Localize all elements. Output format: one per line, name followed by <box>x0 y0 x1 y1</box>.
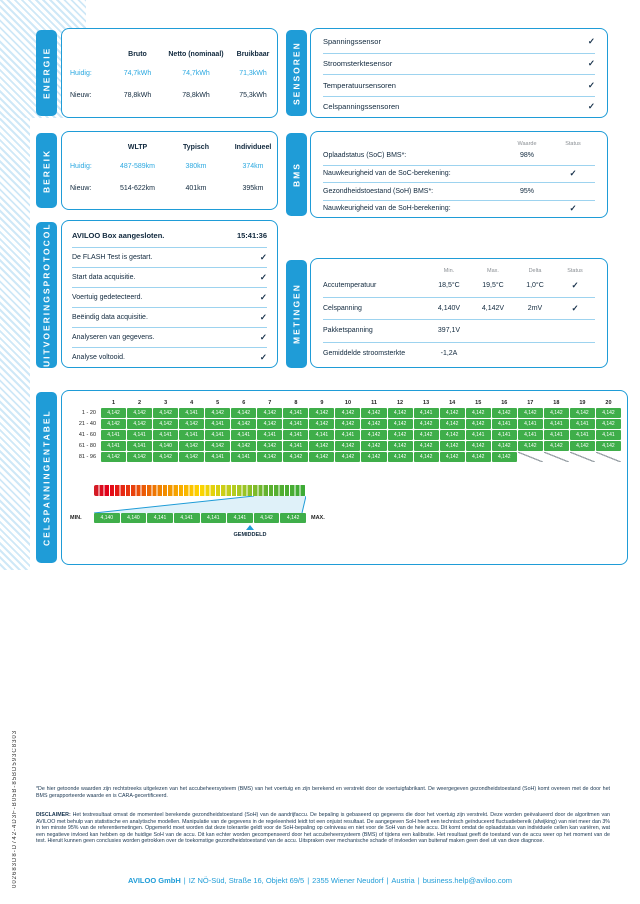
min-label: MIN. <box>70 515 82 521</box>
metingen-row-label: Celspanning <box>323 304 362 312</box>
footer-separator: | <box>183 876 186 885</box>
check-icon: ✓ <box>259 312 267 322</box>
report-id-code: 002683D8-D742-4D3F-B05B-85BD593C8303 <box>12 729 18 888</box>
cell-column-header: 1 <box>111 400 116 406</box>
metingen-row-label: Pakketspanning <box>323 327 373 335</box>
section-label-sensoren: SENSOREN <box>286 30 307 116</box>
delta-value: 2mV <box>527 304 543 312</box>
metingen-row-label: Gemiddelde stroomsterkte <box>323 349 406 357</box>
cell-voltage: 4,142 <box>414 419 439 429</box>
cell-voltage: 4,142 <box>388 430 413 440</box>
sensor-row <box>323 74 595 96</box>
footer-separator: | <box>386 876 389 885</box>
metingen-col-max: Max. <box>487 268 499 274</box>
sensor-label: Celspanningssensoren <box>323 102 400 112</box>
check-icon: ✓ <box>259 272 267 282</box>
sensor-label: Spanningssensor <box>323 37 381 47</box>
bms-row-label: Nauwkeurigheid van de SoC-berekening: <box>323 170 451 178</box>
min-value: 4,140V <box>437 304 461 312</box>
metingen-panel <box>310 258 608 368</box>
max-label: MAX. <box>311 515 325 521</box>
cell-row-label: 81 - 96 <box>78 454 96 460</box>
bms-row <box>323 182 595 200</box>
cell-voltage: 4,141 <box>414 408 439 418</box>
bereik-panel <box>61 131 278 210</box>
sensor-label: Temperatuursensoren <box>323 80 396 90</box>
bms-footnote: *De hier getoonde waarden zijn rechtstreeks uitgelezen van het accubeheersysteem (BMS) van het voertuig en zijn berekend en verstrekt door de voertuigfabrikant. De weergegeven gezondheidstoestand (SoH) komt overeen met de door het BMS gerapporteerde waarde en is CARA-gecertificeerd. <box>36 786 610 799</box>
cell-voltage: 4,141 <box>518 419 543 429</box>
sensor-row <box>323 31 595 53</box>
cell-voltage: 4,141 <box>283 430 308 440</box>
cell-voltage-table <box>68 399 621 462</box>
cell-voltage: 4,142 <box>257 408 282 418</box>
cell-voltage: 4,142 <box>127 452 152 462</box>
cell-voltage: 4,142 <box>440 408 465 418</box>
cell-voltage: 4,142 <box>570 408 595 418</box>
cell-voltage: 4,142 <box>309 408 334 418</box>
cell-row-label: 41 - 60 <box>78 432 96 438</box>
cell-voltage: 4,142 <box>388 408 413 418</box>
footer-separator: | <box>417 876 420 885</box>
cell-voltage: 4,142 <box>231 419 256 429</box>
cell-voltage: 4,142 <box>440 441 465 451</box>
protocol-step <box>72 267 267 287</box>
cell-voltage: 4,141 <box>231 430 256 440</box>
scale-cell: 4,142 <box>280 513 306 523</box>
cell-row-label: 21 - 40 <box>78 421 96 427</box>
cell-voltage: 4,142 <box>440 452 465 462</box>
scale-cell: 4,142 <box>254 513 280 523</box>
cell-voltage: 4,142 <box>388 452 413 462</box>
cell-column-header: 13 <box>423 400 430 406</box>
cell-voltage: 4,142 <box>440 430 465 440</box>
bms-row-label: Oplaadstatus (SoC) BMS*: <box>323 152 407 160</box>
cell-voltage: 4,140 <box>153 441 178 451</box>
metingen-row-label: Accutemperatuur <box>323 281 377 289</box>
disclaimer-text <box>36 812 610 845</box>
check-icon: ✓ <box>259 332 267 342</box>
cell-voltage: 4,142 <box>101 408 126 418</box>
footer-address: IZ NÖ-Süd, Straße 16, Objekt 69/5 <box>188 876 305 885</box>
cell-voltage: 4,142 <box>179 452 204 462</box>
cell-empty <box>544 452 569 462</box>
bms-panel <box>310 131 608 218</box>
cell-voltage: 4,142 <box>153 419 178 429</box>
section-label-metingen: METINGEN <box>286 260 307 368</box>
cell-voltage: 4,141 <box>492 430 517 440</box>
step-label: Voertuig gedetecteerd. <box>72 294 143 301</box>
cell-column-header: 14 <box>449 400 456 406</box>
sensor-row <box>323 96 595 118</box>
scale-cell: 4,141 <box>201 513 227 523</box>
footer-separator: | <box>307 876 310 885</box>
cell-column-header: 16 <box>501 400 508 406</box>
cell-voltage: 4,141 <box>518 430 543 440</box>
cell-voltage: 4,141 <box>570 430 595 440</box>
cell-voltage: 4,142 <box>388 441 413 451</box>
cell-voltage: 4,141 <box>309 430 334 440</box>
bms-value: 98% <box>519 152 534 160</box>
step-label: Beëindig data acquisitie. <box>72 314 148 321</box>
bms-col-waarde: Waarde <box>517 141 537 147</box>
check-icon: ✓ <box>587 36 595 47</box>
cell-column-header: 19 <box>579 400 586 406</box>
bms-col-status: Status <box>565 141 581 147</box>
cell-column-header: 2 <box>138 400 142 406</box>
step-label: Start data acquisitie. <box>72 274 136 281</box>
cell-column-header: 6 <box>242 400 246 406</box>
cell-voltage: 4,142 <box>101 452 126 462</box>
cell-voltage: 4,142 <box>466 452 491 462</box>
min-value: 397,1V <box>437 327 461 335</box>
footer <box>0 876 640 885</box>
value-cell: 74,7kWh <box>123 69 152 77</box>
cell-voltage: 4,142 <box>335 408 360 418</box>
cell-column-header: 17 <box>527 400 534 406</box>
value-cell: 395km <box>242 184 264 192</box>
protocol-title-row <box>72 223 267 247</box>
step-label: Analyseren van gegevens. <box>72 334 155 341</box>
value-cell: 380km <box>185 162 207 170</box>
metingen-col-status: Status <box>567 268 583 274</box>
cell-voltage: 4,141 <box>283 408 308 418</box>
cell-voltage: 4,142 <box>309 441 334 451</box>
row-label: Nieuw: <box>70 184 92 192</box>
cell-voltage: 4,142 <box>414 452 439 462</box>
sensor-row <box>323 53 595 75</box>
section-label-bereik: BEREIK <box>36 133 57 208</box>
cell-voltage: 4,142 <box>596 441 621 451</box>
cell-voltage: 4,142 <box>309 419 334 429</box>
check-icon: ✓ <box>569 168 577 179</box>
cell-column-header: 9 <box>320 400 324 406</box>
cell-voltage: 4,142 <box>257 419 282 429</box>
energie-table <box>68 34 271 106</box>
cell-voltage: 4,142 <box>492 441 517 451</box>
cell-voltage: 4,142 <box>335 452 360 462</box>
cell-voltage: 4,142 <box>361 430 386 440</box>
bereik-table <box>68 137 271 199</box>
value-cell: 78,8kWh <box>123 91 152 99</box>
cell-empty <box>518 452 543 462</box>
bms-value: 95% <box>519 187 534 195</box>
protocol-step <box>72 287 267 307</box>
value-cell: 74,7kWh <box>182 69 210 77</box>
cell-voltage: 4,142 <box>596 408 621 418</box>
cell-voltage: 4,142 <box>231 408 256 418</box>
cell-empty <box>570 452 595 462</box>
cell-voltage: 4,141 <box>283 419 308 429</box>
value-cell: 374km <box>242 162 264 170</box>
cell-voltage: 4,142 <box>309 452 334 462</box>
protocol-time: 15:41:36 <box>236 230 267 240</box>
cell-row-label: 1 - 20 <box>81 410 96 416</box>
bms-row <box>323 165 595 183</box>
value-cell: 78,8kWh <box>182 91 210 99</box>
metingen-row <box>323 319 595 342</box>
step-label: Analyse voltooid. <box>72 354 125 361</box>
cell-voltage: 4,142 <box>335 441 360 451</box>
cell-voltage: 4,141 <box>570 419 595 429</box>
value-cell: 514-622km <box>119 184 156 192</box>
max-value: 4,142V <box>481 304 505 312</box>
check-icon: ✓ <box>571 279 579 290</box>
cell-voltage: 4,141 <box>466 430 491 440</box>
cell-column-header: 20 <box>605 400 612 406</box>
cell-voltage: 4,142 <box>153 452 178 462</box>
scale-cell: 4,140 <box>94 513 120 523</box>
sensoren-list <box>323 31 595 117</box>
cell-voltage: 4,142 <box>492 408 517 418</box>
check-icon: ✓ <box>587 101 595 112</box>
protocol-step <box>72 247 267 267</box>
cell-voltage: 4,141 <box>231 452 256 462</box>
voltage-gradient-bar <box>94 485 306 496</box>
scale-cell: 4,141 <box>147 513 173 523</box>
section-label-energie: ENERGIE <box>36 30 57 116</box>
protocol-step <box>72 347 267 367</box>
column-header: Bruto <box>128 50 147 58</box>
cell-voltage: 4,142 <box>466 419 491 429</box>
value-cell: 487-589km <box>119 162 156 170</box>
section-label-celtabel: CELSPANNINGENTABEL <box>36 392 57 563</box>
cell-column-header: 10 <box>344 400 352 406</box>
scale-cell: 4,140 <box>121 513 147 523</box>
cell-voltage: 4,141 <box>544 419 569 429</box>
metingen-row <box>323 297 595 320</box>
average-marker-icon <box>246 525 254 530</box>
cell-voltage: 4,141 <box>335 430 360 440</box>
cell-voltage: 4,141 <box>544 430 569 440</box>
step-label: De FLASH Test is gestart. <box>72 254 153 261</box>
bms-row <box>323 200 595 218</box>
cell-voltage: 4,142 <box>466 408 491 418</box>
cell-voltage: 4,141 <box>179 408 204 418</box>
cell-voltage: 4,141 <box>153 430 178 440</box>
min-max-strip <box>94 513 306 523</box>
footer-country: Austria <box>391 876 415 885</box>
cell-voltage: 4,141 <box>257 430 282 440</box>
cell-voltage: 4,142 <box>205 408 230 418</box>
min-value: -1,2A <box>440 349 458 357</box>
cell-column-header: 4 <box>190 400 194 406</box>
footer-city: 2355 Wiener Neudorf <box>312 876 384 885</box>
scale-cell: 4,141 <box>174 513 200 523</box>
value-cell: 71,3kWh <box>239 69 267 77</box>
check-icon: ✓ <box>259 252 267 262</box>
cell-voltage: 4,141 <box>127 441 152 451</box>
row-label: Huidig: <box>70 69 92 77</box>
protocol-step <box>72 307 267 327</box>
cell-voltage: 4,142 <box>492 452 517 462</box>
metingen-col-delta: Delta <box>528 268 542 274</box>
cell-voltage: 4,141 <box>127 430 152 440</box>
bms-header-row <box>323 134 595 147</box>
cell-column-header: 12 <box>397 400 404 406</box>
cell-voltage: 4,141 <box>596 430 621 440</box>
cell-voltage: 4,142 <box>388 419 413 429</box>
cell-voltage: 4,142 <box>257 441 282 451</box>
column-header: WLTP <box>127 143 148 151</box>
check-icon: ✓ <box>569 203 577 214</box>
check-icon: ✓ <box>259 292 267 302</box>
delta-value: 1,0°C <box>526 281 544 289</box>
protocol-step <box>72 327 267 347</box>
column-header: Individueel <box>234 143 272 151</box>
cell-voltage: 4,142 <box>179 441 204 451</box>
cell-voltage: 4,142 <box>440 419 465 429</box>
cell-voltage: 4,142 <box>101 419 126 429</box>
average-label: GEMIDDELD <box>233 532 267 538</box>
cell-voltage: 4,141 <box>101 441 126 451</box>
bms-row <box>323 147 595 165</box>
cell-column-header: 15 <box>475 400 482 406</box>
cell-voltage: 4,142 <box>283 452 308 462</box>
disclaimer-body: Het testresultaat omvat de momenteel berekende gezondheidstoestand (SoH) van de aandrijfaccu. De bepaling is gebaseerd op gegevens die door het voertuig zijn verstrekt. Deze worden geëvalueerd door de algoritmen van AVILOO met behulp van statistische en analytische modellen. Manipulatie van de gegevens in de regeleenheid leidt tot een onjuist resultaat. De aangegeven SoH heeft een technisch geïnduceerd fluctuatiebereik (afwijking) van niet meer dan 3% in ten minste 95% van de referentiemetingen. Opgemerkt moet worden dat deze tolerantie geldt voor de SoH-bepaling op celniveau en niet voor de SoH van de hele accu. Dit komt omdat de oplaadstatus van individuele cellen kan variëren, wat een negatieve invloed kan hebben op de huidige SoH van de accu. Dit kan echter worden gecompenseerd door het accubeheersysteem (BMS) of tijdens een kalibratie. Het resultaat geeft de toestand van de accu weer op het moment van de test. Hieruit kunnen geen conclusies worden getrokken over de toekomstige gezondheidstoestand van de accu. Uitspraken over mechanische schade of invloeden van buitenaf maken geen deel uit van deze diagnose. <box>36 812 610 844</box>
energie-panel <box>61 28 278 118</box>
cell-column-header: 18 <box>553 400 560 406</box>
value-cell: 75,3kWh <box>239 91 267 99</box>
row-label: Huidig: <box>70 162 92 170</box>
cell-voltage: 4,142 <box>361 441 386 451</box>
cell-voltage: 4,142 <box>361 452 386 462</box>
check-icon: ✓ <box>259 352 267 362</box>
bms-row-label: Gezondheidstoestand (SoH) BMS*: <box>323 187 434 195</box>
cell-voltage: 4,141 <box>101 430 126 440</box>
cell-voltage: 4,142 <box>231 441 256 451</box>
column-header: Bruikbaar <box>236 50 270 58</box>
check-icon: ✓ <box>587 58 595 69</box>
cell-voltage: 4,142 <box>127 419 152 429</box>
sensor-label: Stroomsterktesensor <box>323 59 393 69</box>
cell-empty <box>596 452 621 462</box>
cell-voltage: 4,142 <box>570 441 595 451</box>
metingen-row <box>323 342 595 365</box>
cell-voltage: 4,142 <box>544 441 569 451</box>
protocol-panel <box>61 220 278 368</box>
cell-voltage: 4,141 <box>205 452 230 462</box>
cell-voltage: 4,141 <box>179 430 204 440</box>
cell-column-header: 7 <box>268 400 272 406</box>
cell-voltage: 4,142 <box>544 408 569 418</box>
cell-voltage: 4,142 <box>518 408 543 418</box>
sensoren-panel <box>310 28 608 118</box>
cell-voltage: 4,142 <box>179 419 204 429</box>
cell-voltage: 4,142 <box>414 441 439 451</box>
cell-column-header: 8 <box>294 400 298 406</box>
bms-row-label: Nauwkeurigheid van de SoH-berekening: <box>323 205 451 213</box>
scale-cell: 4,141 <box>227 513 253 523</box>
cell-voltage: 4,142 <box>414 430 439 440</box>
check-icon: ✓ <box>587 79 595 90</box>
value-cell: 401km <box>185 184 207 192</box>
cell-voltage: 4,141 <box>205 419 230 429</box>
metingen-header-row <box>323 261 595 274</box>
metingen-rows <box>323 274 595 364</box>
section-label-bms: BMS <box>286 133 307 216</box>
cell-voltage: 4,142 <box>127 408 152 418</box>
cell-voltage: 4,142 <box>361 419 386 429</box>
cell-voltage: 4,141 <box>283 441 308 451</box>
cell-voltage: 4,142 <box>466 441 491 451</box>
metingen-col-min: Min. <box>443 268 455 274</box>
corner <box>68 399 100 407</box>
zoom-funnel <box>94 496 306 513</box>
footer-company: AVILOO GmbH <box>127 876 181 885</box>
protocol-title: AVILOO Box aangesloten. <box>72 230 165 240</box>
cell-column-header: 3 <box>164 400 168 406</box>
cell-voltage: 4,142 <box>335 419 360 429</box>
cell-voltage: 4,142 <box>205 441 230 451</box>
cell-voltage: 4,142 <box>361 408 386 418</box>
disclaimer-label: DISCLAIMER: <box>36 812 71 818</box>
cell-voltage: 4,141 <box>205 430 230 440</box>
cell-row-label: 61 - 80 <box>78 443 96 449</box>
cell-voltage: 4,142 <box>518 441 543 451</box>
protocol-steps <box>72 247 267 367</box>
cell-voltage: 4,142 <box>257 452 282 462</box>
column-header: Netto (nominaal) <box>168 50 224 58</box>
cell-voltage: 4,142 <box>153 408 178 418</box>
min-value: 18,5°C <box>438 281 460 289</box>
row-label: Nieuw: <box>70 91 92 99</box>
metingen-row <box>323 274 595 297</box>
max-value: 19,5°C <box>482 281 504 289</box>
footer-email[interactable]: business.help@aviloo.com <box>422 876 513 885</box>
column-header: Typisch <box>183 143 209 151</box>
cell-voltage: 4,141 <box>492 419 517 429</box>
bms-rows <box>323 147 595 217</box>
cell-column-header: 11 <box>371 400 377 406</box>
celtabel-panel <box>61 390 628 565</box>
cell-column-header: 5 <box>216 400 220 406</box>
section-label-protocol: UITVOERINGSPROTOCOL <box>36 222 57 368</box>
check-icon: ✓ <box>571 302 579 313</box>
cell-voltage: 4,142 <box>596 419 621 429</box>
